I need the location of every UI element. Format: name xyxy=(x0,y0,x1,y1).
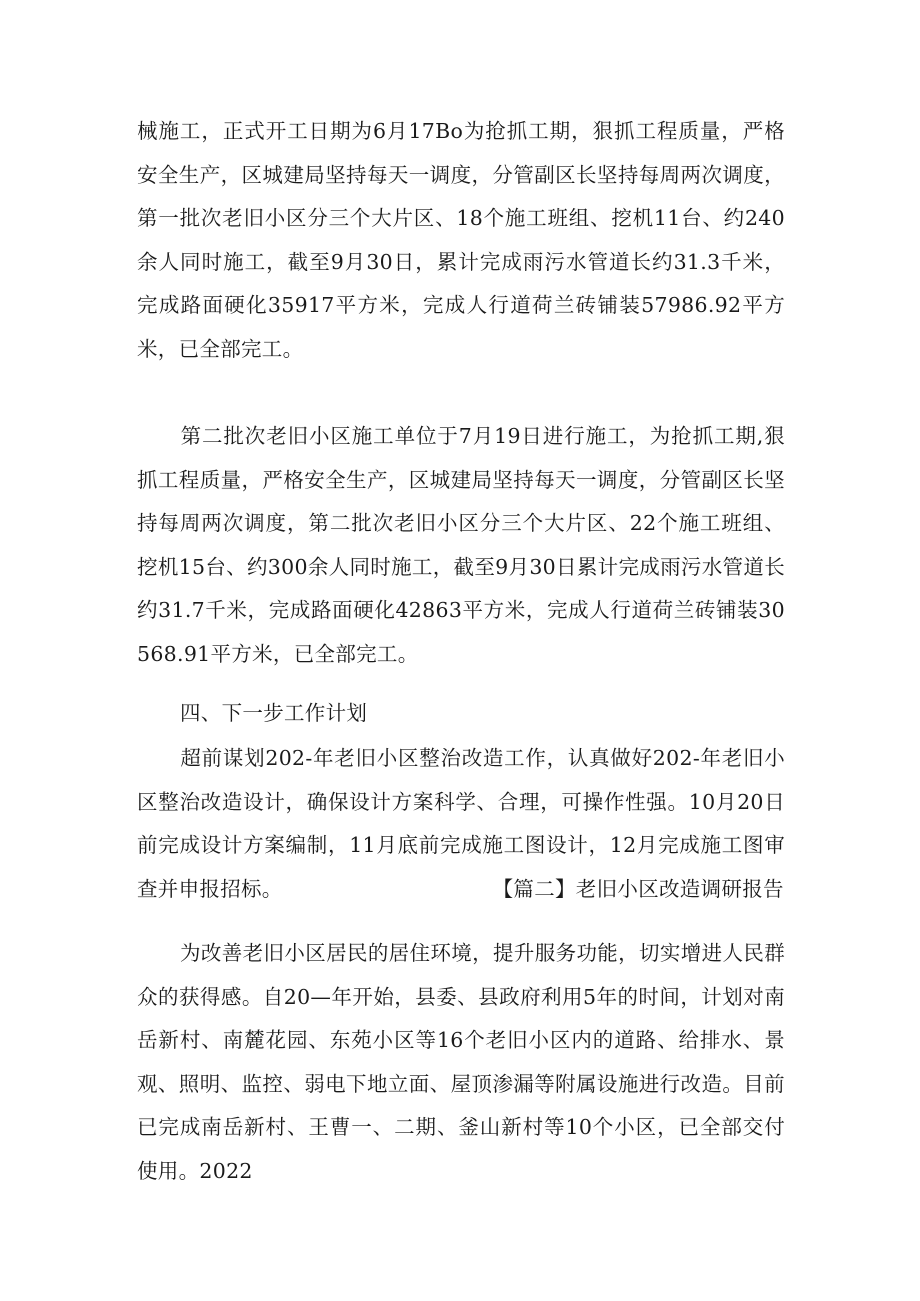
article-heading-part-two: 【篇二】老旧小区改造调研报告 xyxy=(492,876,784,901)
section-heading-next-steps xyxy=(137,692,785,736)
paragraph-second-batch xyxy=(137,415,785,676)
paragraph-text: 为改善老旧小区居民的居住环境，提升服务功能，切实增进人民群众的获得感。自20—年开始，县委、县政府利用5年的时间，计划对南岳新村、南麓花园、东苑小区等16个老旧小区内的道路、给排水、景观、照明、监控、弱电下地立面、屋顶渗漏等附属设施进行改造。目前已完成南岳新村、王曹一、二期、釜山新村等10个小区，已全部交付使用。2022 xyxy=(137,941,785,1183)
heading-text: 四、下一步工作计划 xyxy=(180,701,368,725)
paragraph-renovation-intro xyxy=(137,932,785,1193)
paragraph-construction-progress xyxy=(137,110,785,371)
paragraph-text: 第二批次老旧小区施工单位于7月19日进行施工，为抢抓工期,狠抓工程质量，严格安全生产，区城建局坚持每天一调度，分管副区长坚持每周两次调度，第二批次老旧小区分三个大片区、22个施工班组、挖机15台、约300余人同时施工，截至9月30日累计完成雨污水管道长约31.7千米，完成路面硬化42863平方米，完成人行道荷兰砖铺装30568.91平方米，已全部完工。 xyxy=(137,424,785,666)
paragraph-work-plan xyxy=(137,737,785,911)
paragraph-text: 械施工，正式开工日期为6月17Bo为抢抓工期，狠抓工程质量，严格安全生产，区城建局坚持每天一调度，分管副区长坚持每周两次调度，第一批次老旧小区分三个大片区、18个施工班组、挖机11台、约240余人同时施工，截至9月30日，累计完成雨污水管道长约31.3千米，完成路面硬化35917平方米，完成人行道荷兰砖铺装57986.92平方米，已全部完工。 xyxy=(137,119,785,361)
paragraph-text: 超前谋划202-年老旧小区整治改造工作，认真做好202-年老旧小区整治改造设计，确保设计方案科学、合理，可操作性强。10月20日前完成设计方案编制，11月底前完成施工图设计，12月完成施工图审查并申报招标。 xyxy=(137,746,785,901)
